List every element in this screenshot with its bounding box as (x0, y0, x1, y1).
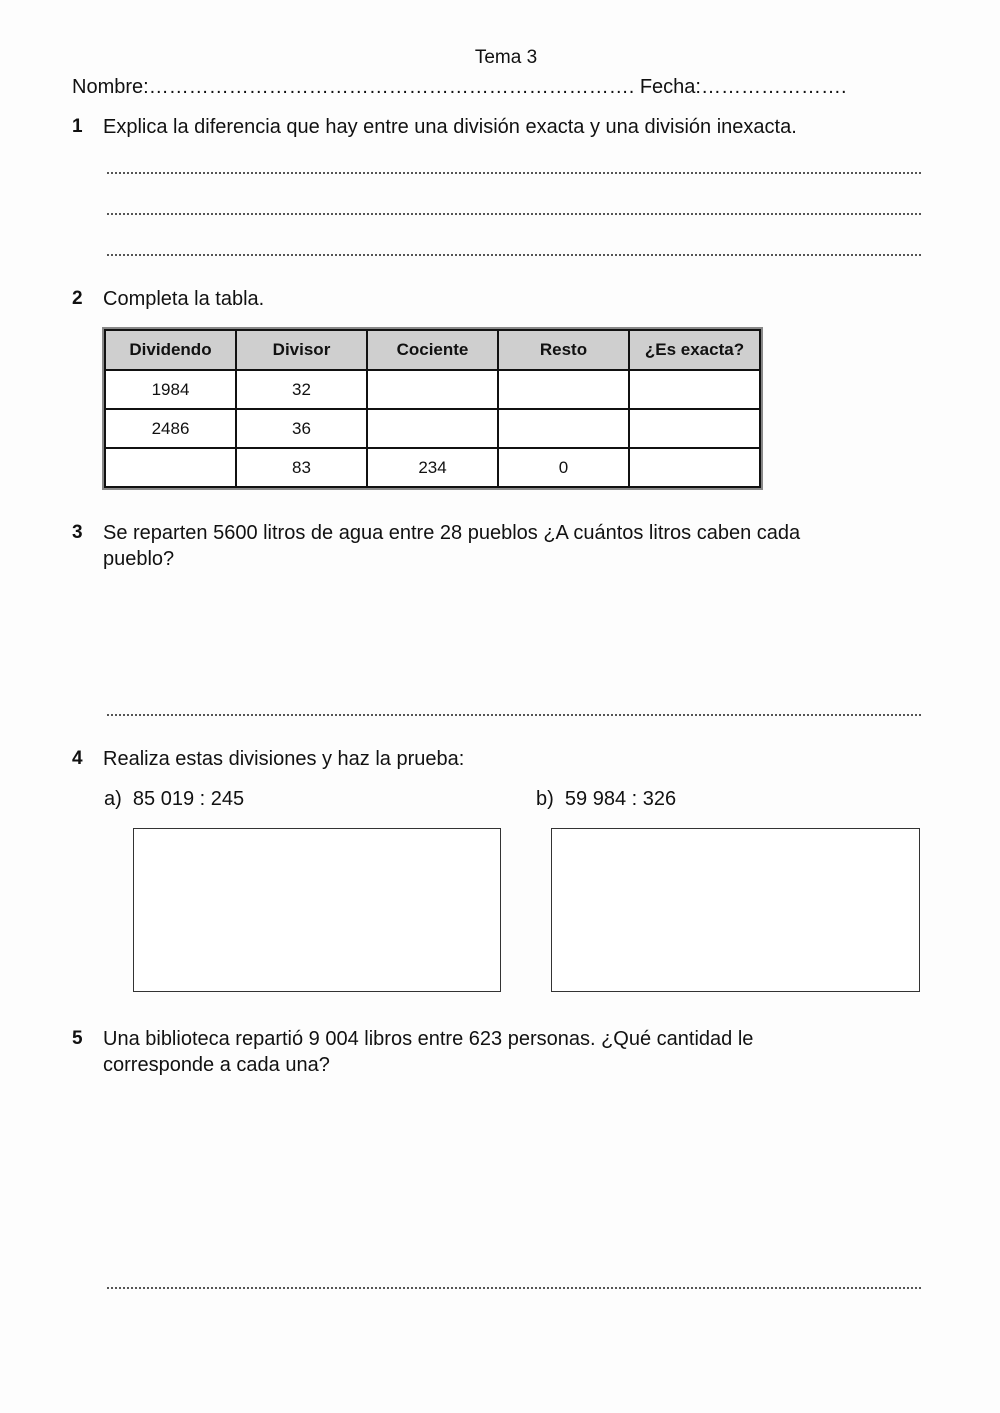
division-b-expression: 59 984 : 326 (564, 788, 677, 810)
date-field-dots[interactable]: …………………. (700, 76, 847, 98)
table-row (105, 409, 760, 448)
cell-es-exacta[interactable] (629, 409, 760, 448)
name-date-line (72, 76, 847, 99)
date-label: Fecha: (639, 76, 701, 98)
cell-divisor: 32 (236, 370, 367, 409)
table-header-row (105, 330, 760, 370)
answer-line-1a[interactable] (107, 172, 921, 174)
question-1-text: Explica la diferencia que hay entre una división exacta y una división inexacta. (103, 116, 797, 138)
division-b-label: b) (536, 788, 554, 810)
cell-resto: 0 (498, 448, 629, 487)
division-a-label: a) (104, 788, 122, 810)
question-3-line-1: Se reparten 5600 litros de agua entre 28 pueblos ¿A cuántos litros caben cada (103, 522, 801, 544)
division-table (104, 329, 761, 488)
work-box-b[interactable] (551, 828, 920, 992)
division-b (536, 788, 676, 811)
name-field-dots[interactable]: ………………………………………………………………. (148, 76, 635, 98)
question-2-number: 2 (72, 288, 83, 309)
header-es-exacta: ¿Es exacta? (629, 330, 760, 370)
cell-divisor: 83 (236, 448, 367, 487)
question-5-text (103, 1026, 753, 1078)
question-1-number: 1 (72, 116, 83, 137)
question-4-text: Realiza estas divisiones y haz la prueba: (103, 748, 465, 770)
header-resto: Resto (498, 330, 629, 370)
table-row (105, 448, 760, 487)
question-3-line-2: pueblo? (103, 548, 175, 570)
name-label: Nombre: (72, 76, 149, 98)
cell-dividendo[interactable] (105, 448, 236, 487)
question-5-line-1: Una biblioteca repartió 9 004 libros entre 623 personas. ¿Qué cantidad le (103, 1028, 754, 1050)
cell-cociente[interactable] (367, 370, 498, 409)
question-5-number: 5 (72, 1028, 83, 1049)
cell-resto[interactable] (498, 409, 629, 448)
cell-es-exacta[interactable] (629, 370, 760, 409)
cell-es-exacta[interactable] (629, 448, 760, 487)
work-box-a[interactable] (133, 828, 501, 992)
question-3-text (103, 520, 800, 572)
header-dividendo: Dividendo (105, 330, 236, 370)
cell-cociente[interactable] (367, 409, 498, 448)
cell-dividendo: 1984 (105, 370, 236, 409)
cell-resto[interactable] (498, 370, 629, 409)
cell-dividendo: 2486 (105, 409, 236, 448)
table-row (105, 370, 760, 409)
division-a-expression: 85 019 : 245 (132, 788, 245, 810)
worksheet-title: Tema 3 (474, 47, 538, 68)
division-a (104, 788, 244, 811)
header-cociente: Cociente (367, 330, 498, 370)
cell-cociente: 234 (367, 448, 498, 487)
question-3-number: 3 (72, 522, 83, 543)
cell-divisor: 36 (236, 409, 367, 448)
question-4-number: 4 (72, 748, 83, 769)
answer-line-5[interactable] (107, 1287, 921, 1289)
answer-line-1b[interactable] (107, 213, 921, 215)
question-5-line-2: corresponde a cada una? (103, 1054, 330, 1076)
answer-line-1c[interactable] (107, 254, 921, 256)
answer-line-3[interactable] (107, 714, 921, 716)
header-divisor: Divisor (236, 330, 367, 370)
question-2-text: Completa la tabla. (103, 288, 265, 310)
